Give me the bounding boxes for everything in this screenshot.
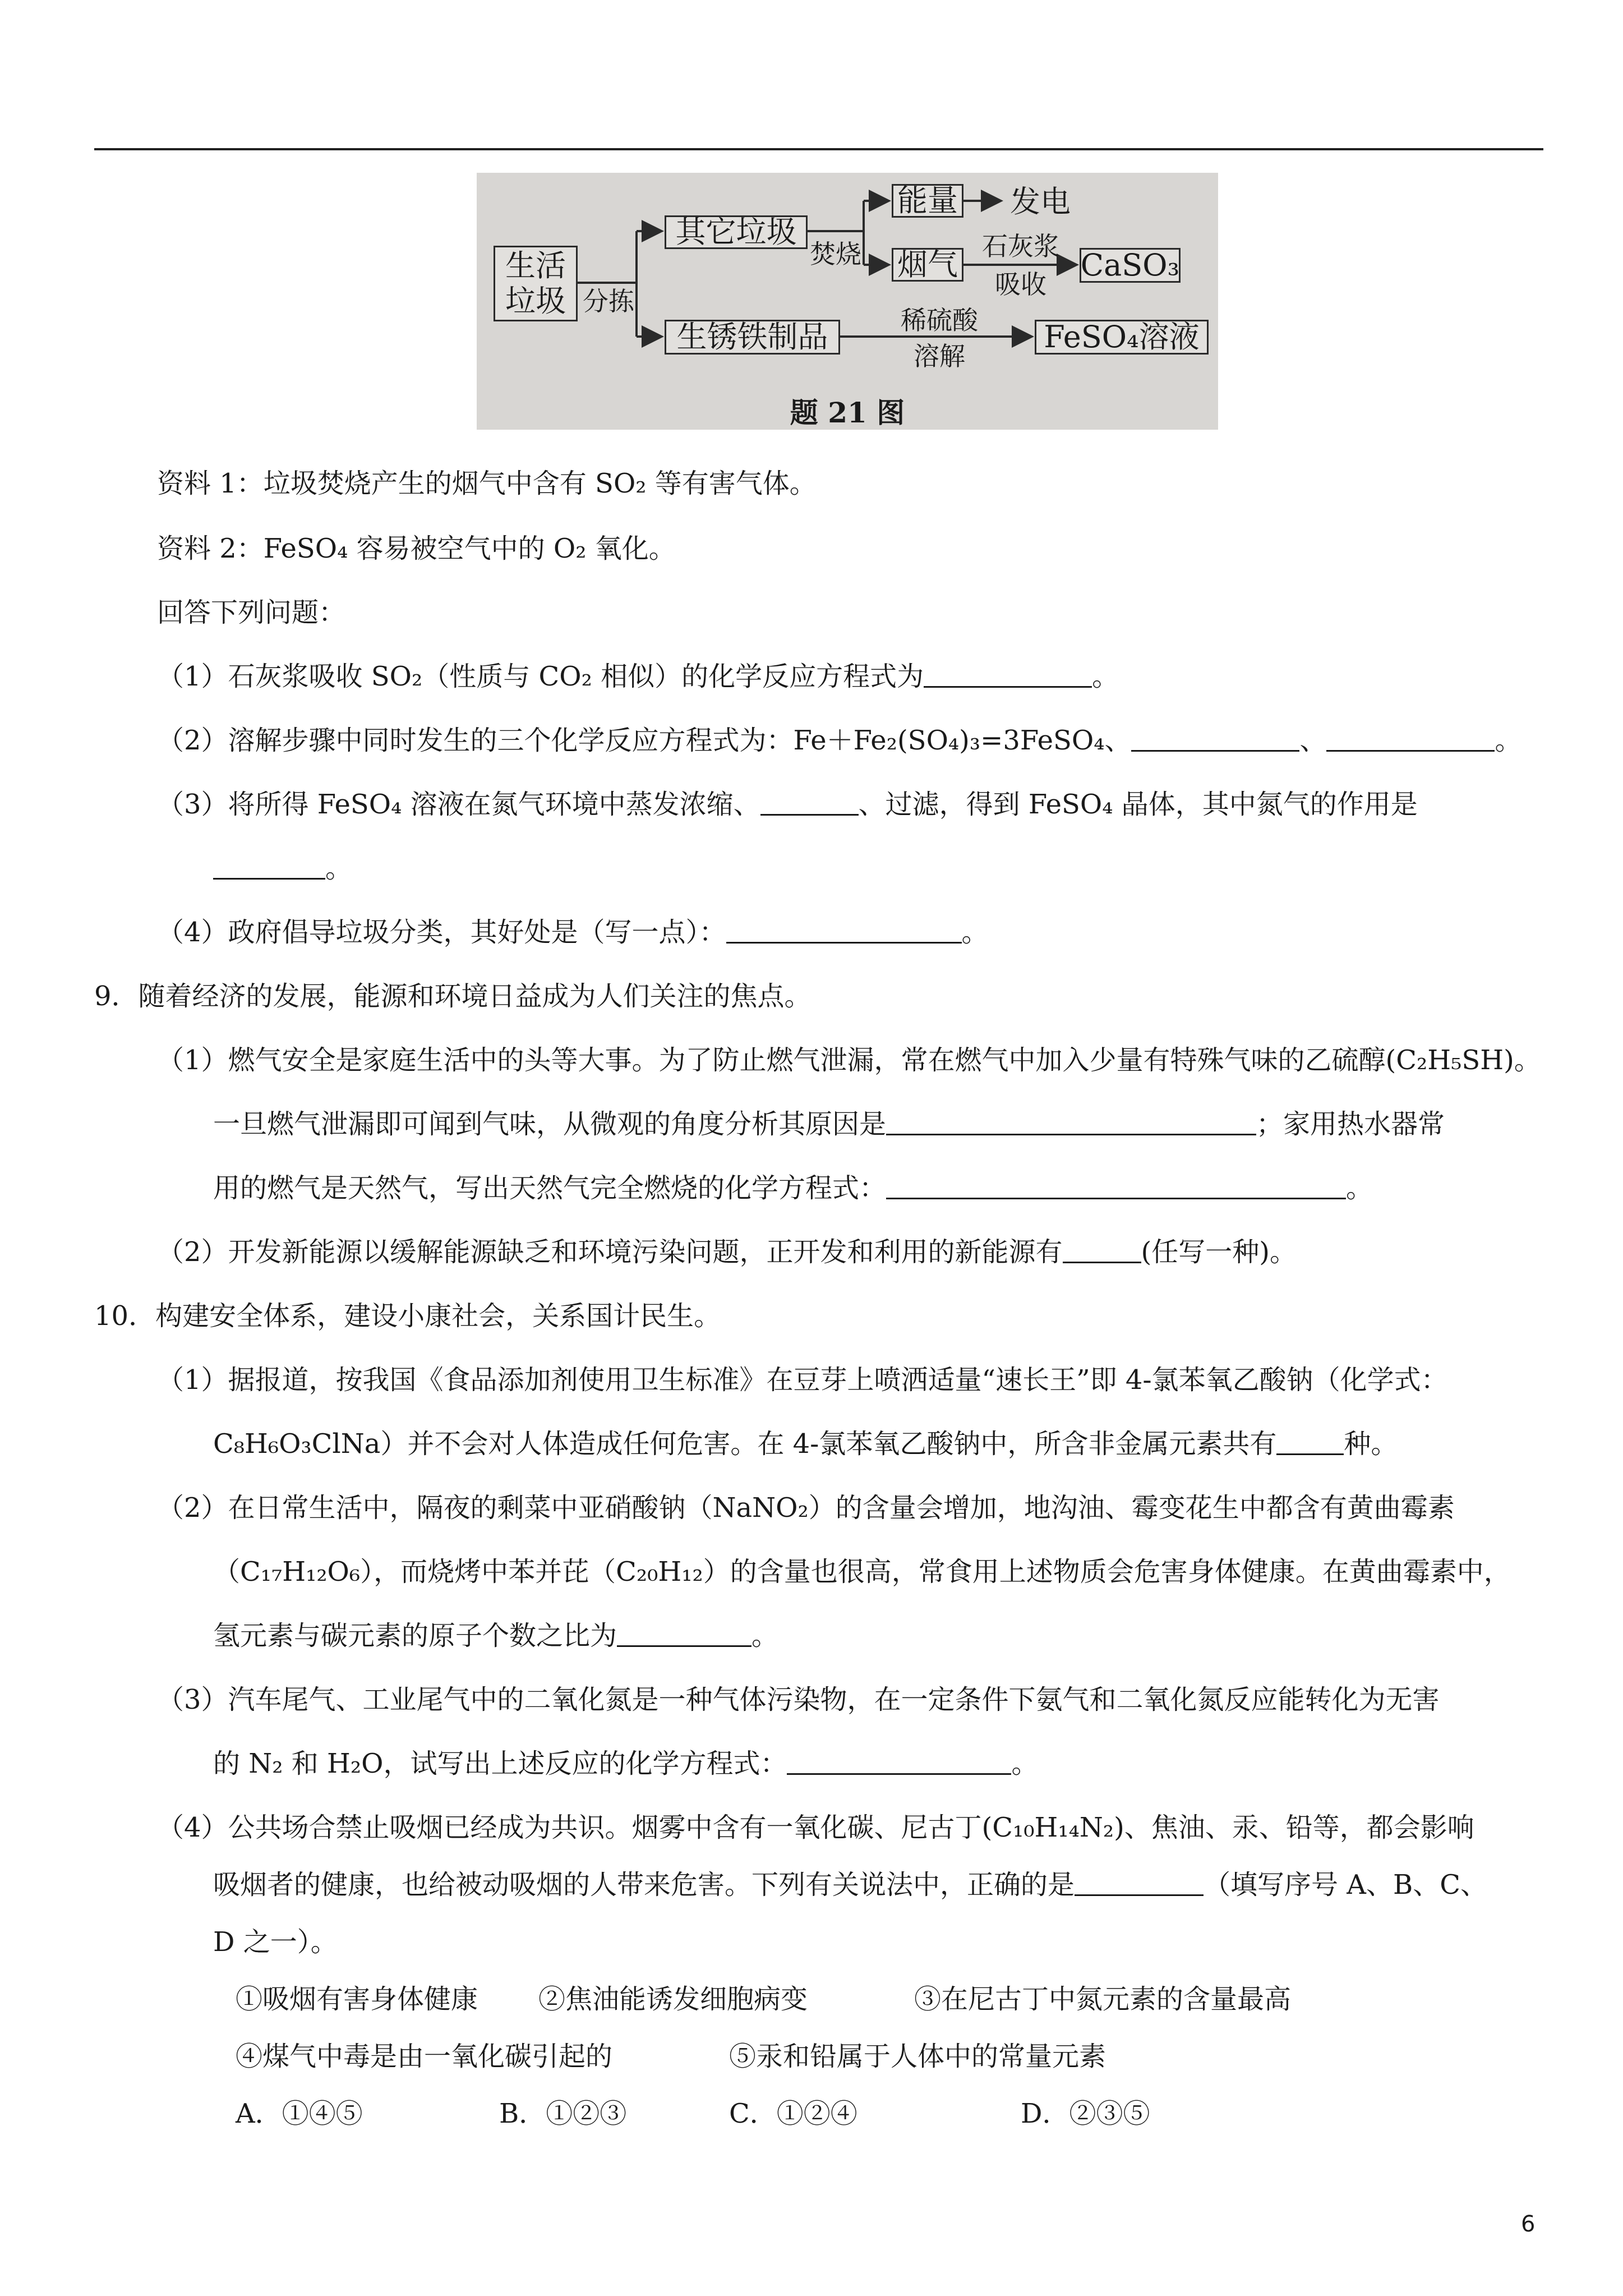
option-a[interactable]: A．①④⑤ <box>236 2098 363 2129</box>
label-burn: 焚烧 <box>810 239 861 269</box>
box-feso4-solution: FeSO₄溶液 <box>1035 320 1209 355</box>
answer-blank[interactable] <box>1075 1870 1204 1896</box>
q9-2: （2）开发新能源以缓解能源缺乏和环境污染问题，正开发和利用的新能源有 (任写一种)。 <box>157 1236 1297 1268</box>
answer-blank[interactable] <box>760 789 859 816</box>
q10-2-cont: （C₁₇H₁₂O₆），而烧烤中苯并芘（C₂₀H₁₂）的含量也很高，常食用上述物质会危害身体健康。在黄曲霉素中， <box>213 1556 1511 1588</box>
q10-4: （4）公共场合禁止吸烟已经成为共识。烟雾中含有一氧化碳、尼古丁(C₁₀H₁₄N₂)、焦油、汞、铅等，都会影响 <box>157 1812 1474 1843</box>
box-household-waste: 生活垃圾 <box>494 246 578 321</box>
q8-2: （2）溶解步骤中同时发生的三个化学反应方程式为：Fe＋Fe₂(SO₄)₃=3FeSO₄、 、 。 <box>157 725 1522 756</box>
box-caso3: CaSO₃ <box>1080 247 1180 283</box>
box-rusty-iron: 生锈铁制品 <box>665 320 840 355</box>
answer-blank[interactable] <box>213 853 325 880</box>
flowchart-figure <box>477 173 1218 430</box>
q10-1-cont: C₈H₆O₃ClNa）并不会对人体造成任何危害。在 4-氯苯氧乙酸钠中，所含非金属元素共有 种。 <box>213 1428 1398 1460</box>
answer-blank[interactable] <box>617 1621 751 1647</box>
label-lime-slurry: 石灰浆 <box>982 231 1059 261</box>
header-rule <box>94 148 1543 150</box>
answer-blank[interactable] <box>787 1749 1011 1775</box>
statement-1: ①吸烟有害身体健康 <box>236 1984 478 2015</box>
answer-blank[interactable] <box>1276 1429 1344 1455</box>
answer-blank[interactable] <box>726 917 962 944</box>
label-dilute-acid: 稀硫酸 <box>901 305 978 335</box>
option-b[interactable]: B．①②③ <box>499 2098 627 2129</box>
q8-3: （3）将所得 FeSO₄ 溶液在氮气环境中蒸发浓缩、 、过滤，得到 FeSO₄ 晶体，其中氮气的作用是 <box>157 789 1418 820</box>
q10-4-cont2: D 之一）。 <box>213 1926 338 1958</box>
q10-stem: 10．构建安全体系，建设小康社会，关系国计民生。 <box>94 1300 721 1332</box>
q8-1: （1）石灰浆吸收 SO₂（性质与 CO₂ 相似）的化学反应方程式为 。 <box>157 661 1119 692</box>
material-2: 资料 2：FeSO₄ 容易被空气中的 O₂ 氧化。 <box>157 533 676 564</box>
answer-blank[interactable] <box>886 1109 1256 1135</box>
material-1: 资料 1：垃圾焚烧产生的烟气中含有 SO₂ 等有害气体。 <box>157 468 817 499</box>
q10-1: （1）据报道，按我国《食品添加剂使用卫生标准》在豆芽上喷洒适量“速长王”即 4-氯苯氧乙酸钠（化学式： <box>157 1364 1448 1396</box>
box-energy: 能量 <box>892 184 963 218</box>
statement-5: ⑤汞和铅属于人体中的常量元素 <box>729 2041 1106 2072</box>
box-other-waste: 其它垃圾 <box>665 215 808 249</box>
answer-blank[interactable] <box>924 661 1092 688</box>
statement-3: ③在尼古丁中氮元素的含量最高 <box>914 1984 1292 2015</box>
q10-4-cont: 吸烟者的健康，也给被动吸烟的人带来危害。下列有关说法中，正确的是 （填写序号 A、B、C、 <box>213 1869 1487 1901</box>
q9-1-cont: 一旦燃气泄漏即可闻到气味，从微观的角度分析其原因是 ；家用热水器常 <box>213 1108 1445 1140</box>
prompt-answer: 回答下列问题： <box>157 597 346 628</box>
answer-blank[interactable] <box>1326 725 1495 752</box>
page-number: 6 <box>1521 2211 1536 2237</box>
label-absorb: 吸收 <box>995 269 1046 300</box>
q10-3: （3）汽车尾气、工业尾气中的二氧化氮是一种气体污染物，在一定条件下氨气和二氧化氮反应能转化为无害 <box>157 1684 1440 1715</box>
box-smoke: 烟气 <box>892 248 963 282</box>
answer-blank[interactable] <box>886 1173 1346 1199</box>
q9-1-cont2: 用的燃气是天然气，写出天然气完全燃烧的化学方程式： 。 <box>213 1172 1373 1204</box>
q10-3-cont: 的 N₂ 和 H₂O，试写出上述反应的化学方程式： 。 <box>213 1748 1039 1779</box>
q10-2: （2）在日常生活中，隔夜的剩菜中亚硝酸钠（NaNO₂）的含量会增加，地沟油、霉变花生中都含有黄曲霉素 <box>157 1492 1455 1524</box>
figure-caption: 题 21 图 <box>790 396 905 429</box>
statement-4: ④煤气中毒是由一氧化碳引起的 <box>236 2041 613 2072</box>
label-power: 发电 <box>1010 184 1071 219</box>
option-d[interactable]: D．②③⑤ <box>1021 2098 1150 2129</box>
q9-1: （1）燃气安全是家庭生活中的头等大事。为了防止燃气泄漏，常在燃气中加入少量有特殊气味的乙硫醇(C₂H₅SH)。 <box>157 1045 1541 1076</box>
q8-4: （4）政府倡导垃圾分类，其好处是（写一点）： 。 <box>157 917 989 948</box>
answer-blank[interactable] <box>1131 725 1299 752</box>
answer-blank[interactable] <box>1063 1237 1141 1263</box>
q9-stem: 9．随着经济的发展，能源和环境日益成为人们关注的焦点。 <box>94 981 811 1012</box>
q10-2-cont2: 氢元素与碳元素的原子个数之比为 。 <box>213 1620 779 1651</box>
q8-3-cont: 。 <box>213 852 352 885</box>
option-c[interactable]: C．①②④ <box>729 2098 857 2129</box>
label-dissolve: 溶解 <box>914 341 965 371</box>
statement-2: ②焦油能诱发细胞病变 <box>538 1984 808 2015</box>
label-sort: 分拣 <box>583 286 634 316</box>
